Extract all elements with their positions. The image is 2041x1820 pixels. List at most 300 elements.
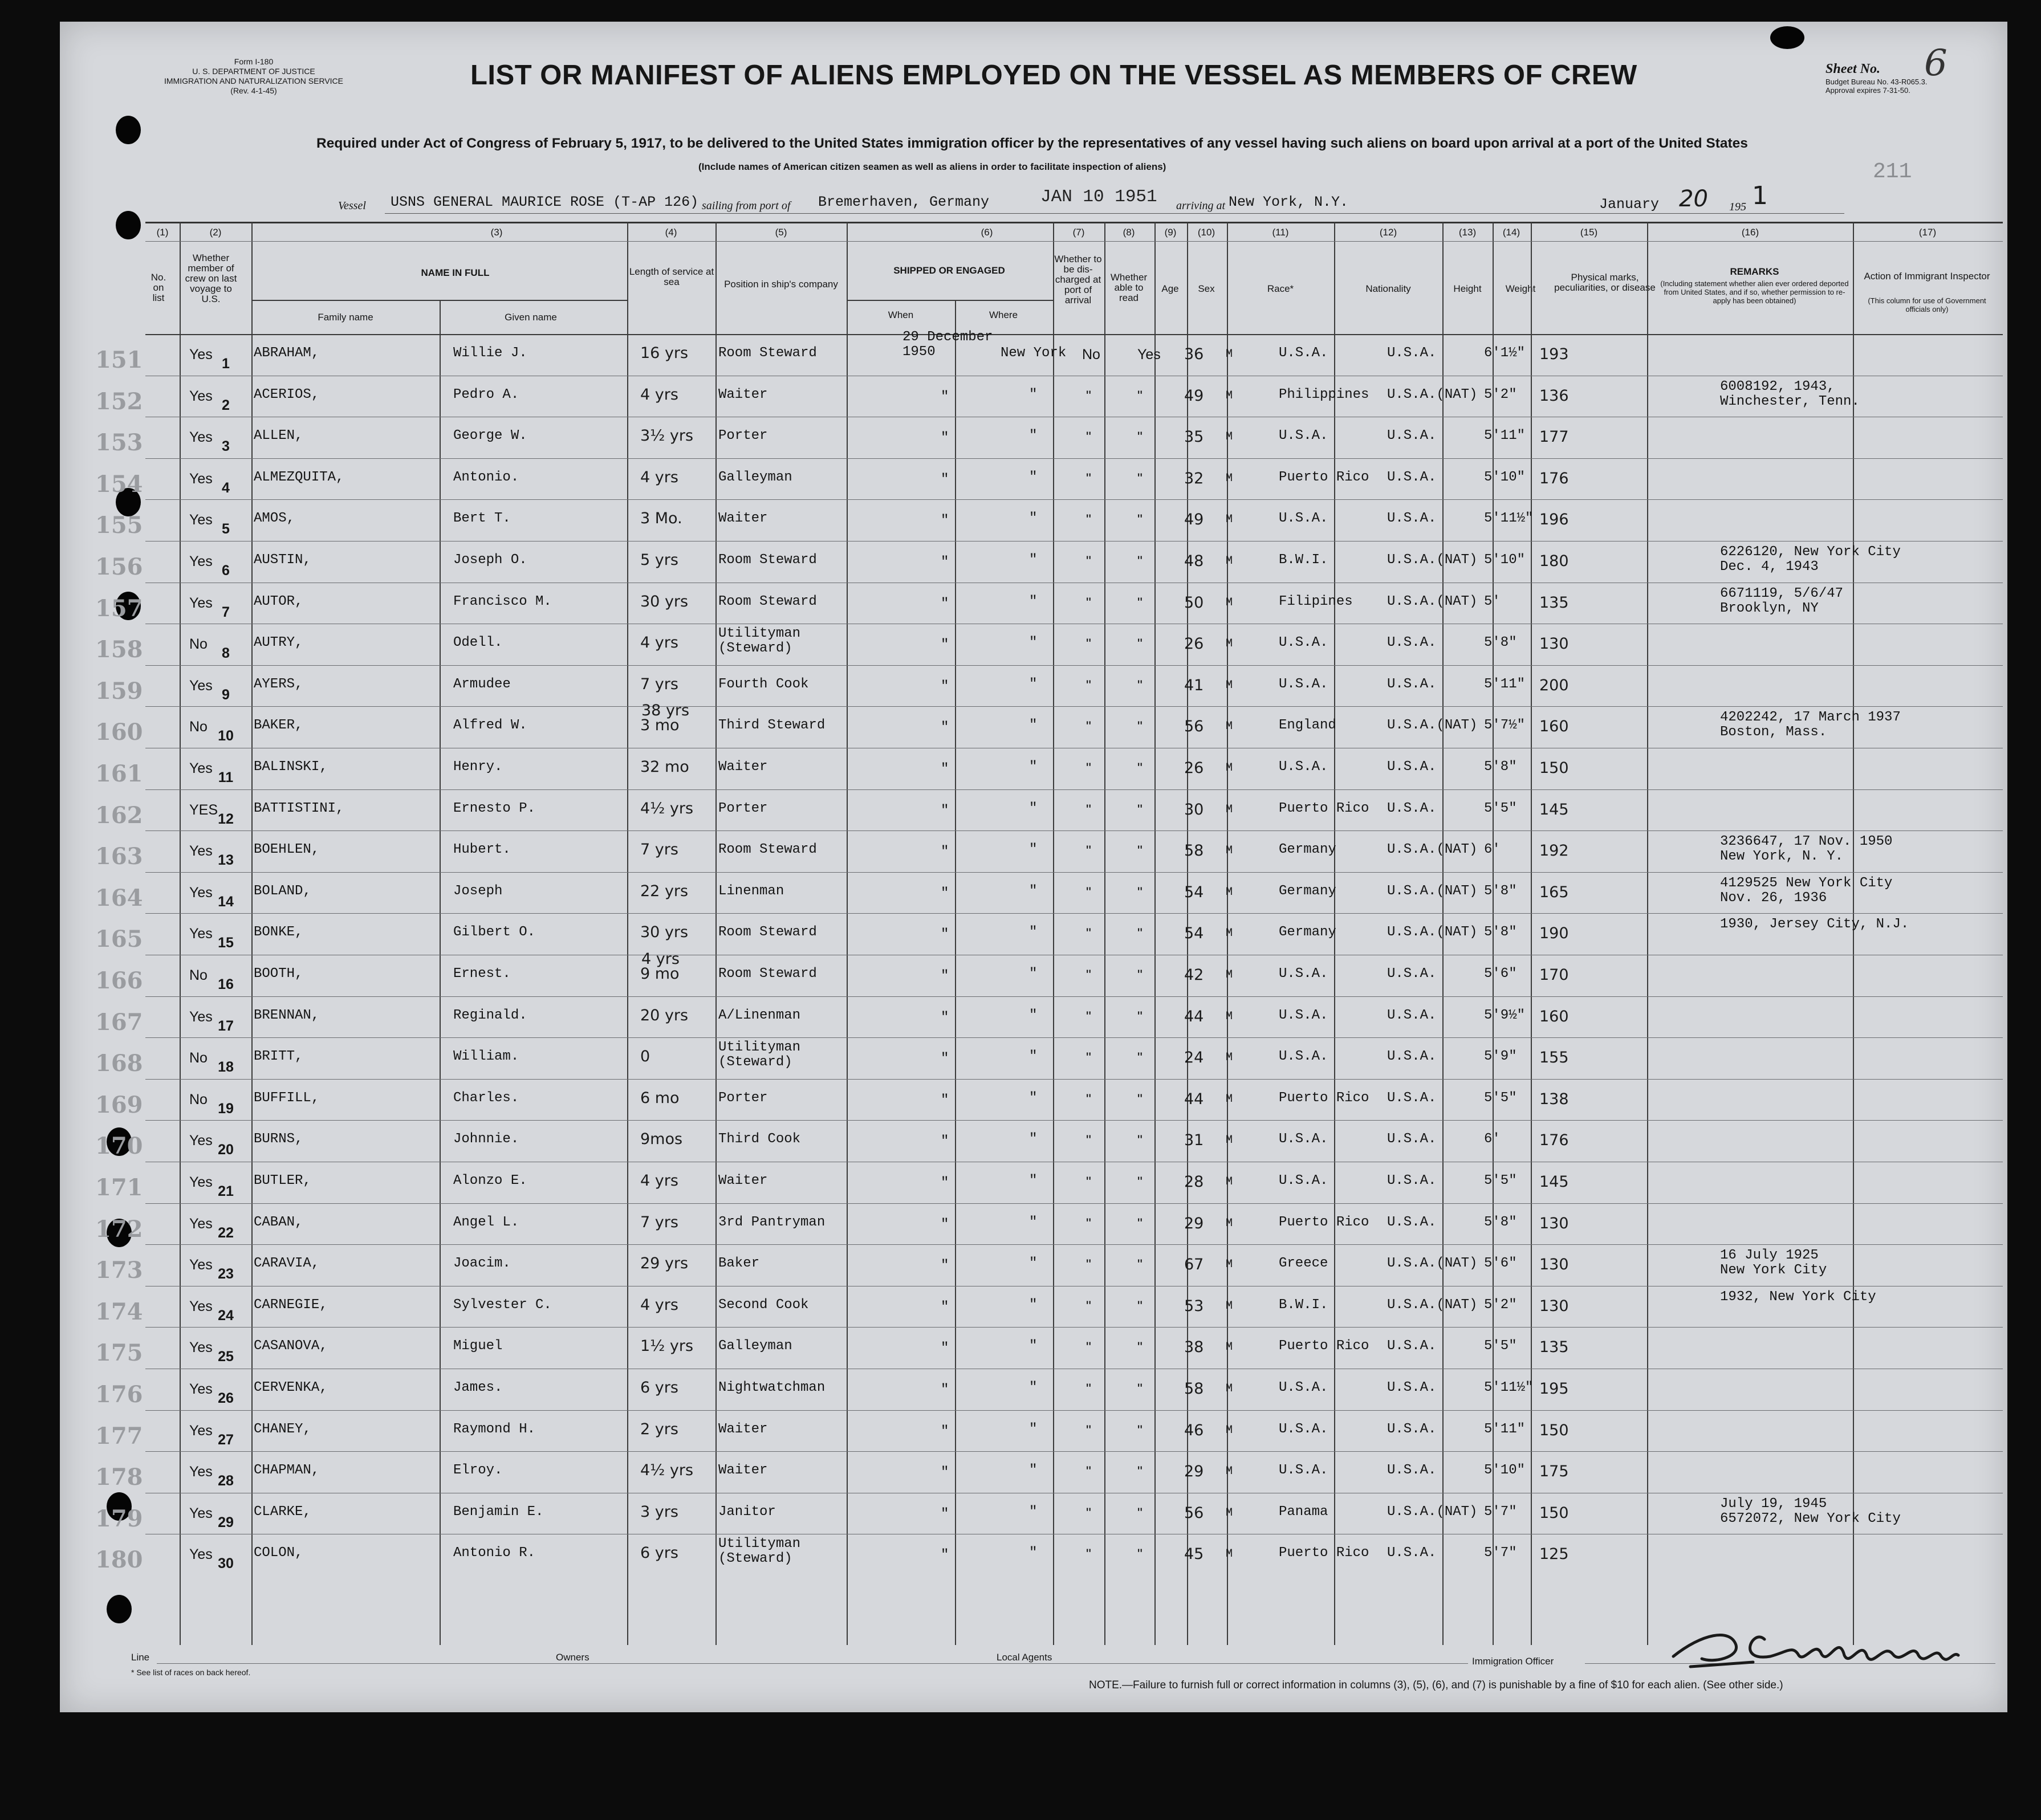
shipped-when: " xyxy=(941,1506,949,1522)
punch-hole xyxy=(116,211,141,239)
sex: M xyxy=(1226,1423,1233,1437)
remarks: July 19, 1945 xyxy=(1720,1496,1827,1512)
sex: M xyxy=(1226,1465,1233,1479)
list-number-stamp: 154 xyxy=(95,470,143,498)
nationality: U.S.A. xyxy=(1387,511,1437,527)
discharged: " xyxy=(1086,884,1091,901)
crew-last-voyage: Yes xyxy=(189,1257,213,1273)
given-name: Angel L. xyxy=(453,1214,519,1230)
page-title: LIST OR MANIFEST OF ALIENS EMPLOYED ON THE VESSEL AS MEMBERS OF CREW xyxy=(470,60,1637,91)
given-name: Reginald. xyxy=(453,1007,527,1023)
nationality: U.S.A. xyxy=(1387,635,1437,651)
given-name: Bert T. xyxy=(453,511,511,527)
sailing-label: sailing from port of xyxy=(702,199,791,212)
grid-line xyxy=(440,300,441,1645)
age: 36 xyxy=(1184,345,1204,363)
discharged: " xyxy=(1086,1464,1091,1480)
height: 5' xyxy=(1484,593,1501,609)
sex: M xyxy=(1226,637,1233,651)
sheet-label: Sheet No. xyxy=(1825,62,1880,76)
given-name: Sylvester C. xyxy=(453,1297,552,1313)
age: 44 xyxy=(1184,1090,1204,1108)
sex: M xyxy=(1226,471,1233,485)
given-name: Gilbert O. xyxy=(453,925,536,940)
length-of-service: 3½ yrs xyxy=(640,427,694,445)
length-of-service: 4½ yrs xyxy=(640,799,694,817)
position: Room Steward xyxy=(718,593,817,609)
height: 5'5" xyxy=(1484,1090,1517,1106)
race: Panama xyxy=(1279,1504,1328,1520)
nationality: U.S.A. xyxy=(1387,759,1437,775)
sex: M xyxy=(1226,720,1233,734)
shipped-where: " xyxy=(1029,925,1038,940)
header-nationality: Nationality xyxy=(1365,283,1411,294)
header-given: Given name xyxy=(505,312,557,323)
list-number-stamp: 178 xyxy=(95,1464,143,1491)
list-number-stamp: 168 xyxy=(95,1050,143,1077)
length-of-service: 4 yrs xyxy=(640,468,678,486)
row-number: 20 xyxy=(218,1142,234,1158)
grid-line xyxy=(145,830,2003,831)
weight: 150 xyxy=(1539,759,1569,777)
row-number: 13 xyxy=(218,852,234,869)
sex: M xyxy=(1226,348,1233,361)
header-age: Age xyxy=(1161,283,1179,294)
height: 5'6" xyxy=(1484,966,1517,982)
nationality: U.S.A. xyxy=(1387,966,1437,982)
officer-signature xyxy=(1668,1622,1987,1674)
discharged: " xyxy=(1086,843,1091,860)
height: 5'9½" xyxy=(1484,1007,1526,1023)
family-name: CASANOVA, xyxy=(254,1338,328,1354)
discharged: " xyxy=(1086,429,1091,446)
required-text: Required under Act of Congress of February 5, 1917, to be delivered to the United States immigration officer by the representatives of any vessel having such aliens on board upon arrival at a port of the United States xyxy=(316,136,1748,151)
given-name: Antonio R. xyxy=(453,1545,536,1561)
list-number-stamp: 151 xyxy=(95,347,143,373)
list-number-stamp: 172 xyxy=(95,1215,143,1243)
nationality: U.S.A.(NAT) xyxy=(1387,842,1478,858)
row-number: 2 xyxy=(222,397,230,413)
length-of-service: 30 yrs xyxy=(640,592,689,610)
height: 5'2" xyxy=(1484,386,1517,402)
grid-line xyxy=(1647,222,1648,1645)
column-number: (16) xyxy=(1741,227,1759,238)
form-number: Form I-180 xyxy=(234,57,274,66)
remarks: 6008192, 1943, xyxy=(1720,378,1835,394)
footer-officer-label: Immigration Officer xyxy=(1472,1656,1554,1667)
form-service: IMMIGRATION AND NATURALIZATION SERVICE xyxy=(164,76,343,85)
header-read: Whether able to read xyxy=(1110,272,1148,303)
races-note: * See list of races on back hereof. xyxy=(131,1668,251,1677)
approval-expiry: Approval expires 7-31-50. xyxy=(1825,86,1910,95)
able-to-read: " xyxy=(1137,1133,1143,1149)
height: 5'11" xyxy=(1484,1421,1526,1437)
grid-line xyxy=(145,1037,2003,1038)
row-number: 10 xyxy=(218,728,234,744)
shipped-where: " xyxy=(1029,842,1038,858)
shipped-when: " xyxy=(941,389,949,405)
race: U.S.A. xyxy=(1279,759,1328,775)
length-of-service: 4 yrs xyxy=(640,1296,678,1314)
given-name: Ernest. xyxy=(453,966,511,982)
position: Room Steward xyxy=(718,842,817,858)
grid-line xyxy=(847,222,848,1645)
remarks: 4202242, 17 March 1937 xyxy=(1720,710,1901,726)
column-number: (14) xyxy=(1502,227,1520,238)
nationality: U.S.A. xyxy=(1387,1173,1437,1188)
discharged: " xyxy=(1086,1008,1091,1025)
grid-line xyxy=(1053,222,1054,1645)
family-name: BURNS, xyxy=(254,1131,303,1147)
row-number: 6 xyxy=(222,563,230,579)
discharged: No xyxy=(1082,347,1100,363)
discharged: " xyxy=(1086,677,1091,694)
grid-line xyxy=(145,241,2003,242)
race: Puerto Rico xyxy=(1279,1090,1369,1106)
footer-owners-label: Owners xyxy=(556,1652,589,1663)
discharged: " xyxy=(1086,1339,1091,1356)
list-number-stamp: 170 xyxy=(95,1133,143,1160)
row-number: 28 xyxy=(218,1473,234,1489)
footer-agents-label: Local Agents xyxy=(997,1652,1052,1663)
discharged: " xyxy=(1086,1257,1091,1273)
crew-last-voyage: Yes xyxy=(189,347,213,363)
shipped-when: " xyxy=(941,1258,949,1274)
remarks-line-2: New York, N. Y. xyxy=(1720,849,1844,865)
age: 58 xyxy=(1184,842,1204,860)
family-name: CLARKE, xyxy=(254,1504,311,1520)
age: 26 xyxy=(1184,759,1204,777)
height: 5'11½" xyxy=(1484,1380,1534,1395)
position: Baker xyxy=(718,1256,760,1272)
length-of-service: 6 yrs xyxy=(640,1379,678,1396)
position: Utilityman xyxy=(718,1040,801,1056)
row-number: 19 xyxy=(218,1100,234,1117)
crew-last-voyage: Yes xyxy=(189,429,213,446)
given-name: Joseph xyxy=(453,883,503,899)
row-number: 3 xyxy=(222,438,230,455)
sex: M xyxy=(1226,513,1233,527)
height: 5'8" xyxy=(1484,759,1517,775)
sex: M xyxy=(1226,1258,1233,1272)
nationality: U.S.A. xyxy=(1387,676,1437,692)
sex: M xyxy=(1226,1341,1233,1354)
position: Fourth Cook xyxy=(718,676,809,692)
race: U.S.A. xyxy=(1279,1173,1328,1188)
family-name: BOLAND, xyxy=(254,883,311,899)
shipped-where: " xyxy=(1029,759,1038,775)
column-number: (3) xyxy=(490,227,503,238)
able-to-read: " xyxy=(1137,595,1143,611)
height: 5'11" xyxy=(1484,428,1526,444)
row-number: 18 xyxy=(218,1059,234,1076)
list-number-stamp: 166 xyxy=(95,967,143,994)
race: U.S.A. xyxy=(1279,676,1328,692)
shipped-when: " xyxy=(941,471,949,487)
row-number: 22 xyxy=(218,1224,234,1241)
age: 58 xyxy=(1184,1380,1204,1398)
weight: 150 xyxy=(1539,1504,1569,1522)
position: Porter xyxy=(718,1090,768,1106)
crew-last-voyage: Yes xyxy=(189,1422,213,1439)
punch-hole xyxy=(116,116,141,144)
list-number-stamp: 158 xyxy=(95,636,143,663)
able-to-read: " xyxy=(1137,512,1143,528)
discharged: " xyxy=(1086,1091,1091,1108)
shipped-where: " xyxy=(1029,676,1038,692)
crew-last-voyage: Yes xyxy=(189,1298,213,1314)
grid-line xyxy=(145,1079,2003,1080)
able-to-read: " xyxy=(1137,719,1143,735)
weight: 145 xyxy=(1539,1173,1569,1191)
grid-line xyxy=(145,706,2003,707)
sex: M xyxy=(1226,430,1233,444)
list-number-stamp: 165 xyxy=(95,926,143,953)
crew-last-voyage: No xyxy=(189,1050,208,1066)
discharged: " xyxy=(1086,470,1091,487)
grid-line xyxy=(145,665,2003,666)
given-name: Armudee xyxy=(453,676,511,692)
age: 49 xyxy=(1184,511,1204,529)
race: Greece xyxy=(1279,1256,1328,1272)
position: Waiter xyxy=(718,759,768,775)
weight: 175 xyxy=(1539,1463,1569,1481)
discharged: " xyxy=(1086,760,1091,776)
race: U.S.A. xyxy=(1279,1007,1328,1023)
crew-last-voyage: No xyxy=(189,719,208,735)
race: Puerto Rico xyxy=(1279,1545,1369,1561)
discharged: " xyxy=(1086,1050,1091,1066)
discharged: " xyxy=(1086,1215,1091,1232)
position-detail: (Steward) xyxy=(718,1551,792,1567)
remarks-line-2: Brooklyn, NY xyxy=(1720,600,1819,616)
discharged: " xyxy=(1086,636,1091,653)
list-number-stamp: 167 xyxy=(95,1008,143,1036)
weight: 160 xyxy=(1539,1007,1569,1025)
discharged: " xyxy=(1086,1546,1091,1563)
row-number: 27 xyxy=(218,1431,234,1448)
position: Janitor xyxy=(718,1504,776,1520)
weight: 195 xyxy=(1539,1380,1569,1398)
footer-line-label: Line xyxy=(131,1652,150,1663)
given-name: Pedro A. xyxy=(453,386,519,402)
nationality: U.S.A.(NAT) xyxy=(1387,883,1478,899)
crew-last-voyage: Yes xyxy=(189,595,213,611)
header-physical: Physical marks, peculiarities, or disease xyxy=(1554,272,1656,293)
able-to-read: " xyxy=(1137,470,1143,487)
race: Puerto Rico xyxy=(1279,800,1369,816)
length-of-service: 16 yrs xyxy=(640,344,689,362)
height: 5'7" xyxy=(1484,1545,1517,1561)
shipped-when: " xyxy=(941,1299,949,1315)
shipped-where: " xyxy=(1029,1463,1038,1479)
form-info xyxy=(151,57,356,96)
length-of-service: 6 yrs xyxy=(640,1544,678,1562)
given-name: George W. xyxy=(453,428,527,444)
grid-line xyxy=(251,222,253,1645)
family-name: BATTISTINI, xyxy=(254,800,344,816)
length-of-service: 1½ yrs xyxy=(640,1337,694,1355)
stamp-number: 211 xyxy=(1873,160,1912,184)
budget-info xyxy=(1825,78,1928,95)
able-to-read: Yes xyxy=(1137,347,1161,363)
race: U.S.A. xyxy=(1279,1131,1328,1147)
list-number-stamp: 169 xyxy=(95,1091,143,1118)
shipped-where: " xyxy=(1029,966,1038,982)
crew-last-voyage: Yes xyxy=(189,926,213,942)
height: 5'5" xyxy=(1484,800,1517,816)
header-action-sub: (This column for use of Government officials only) xyxy=(1868,296,1986,313)
budget-number: Budget Bureau No. 43-R065.3. xyxy=(1825,78,1928,86)
weight: 192 xyxy=(1539,842,1569,860)
header-height: Height xyxy=(1453,283,1482,294)
list-number-stamp: 156 xyxy=(95,553,143,580)
weight: 180 xyxy=(1539,552,1569,570)
shipped-when: " xyxy=(941,1341,949,1357)
height: 5'6" xyxy=(1484,1256,1517,1272)
length-of-service: 30 yrs xyxy=(640,923,689,942)
discharged: " xyxy=(1086,1298,1091,1314)
nationality: U.S.A. xyxy=(1387,1380,1437,1395)
sex: M xyxy=(1226,1051,1233,1065)
remarks: 4129525 New York City xyxy=(1720,875,1893,891)
crew-last-voyage: Yes xyxy=(189,1174,213,1190)
age: 29 xyxy=(1184,1214,1204,1232)
nationality: U.S.A. xyxy=(1387,1049,1437,1065)
list-number-stamp: 153 xyxy=(95,429,143,457)
family-name: CHANEY, xyxy=(254,1421,311,1437)
grid-line xyxy=(145,458,2003,459)
given-name: Alonzo E. xyxy=(453,1173,527,1188)
family-name: ALMEZQUITA, xyxy=(254,469,344,485)
shipped-where: " xyxy=(1029,718,1038,734)
shipped-when: " xyxy=(941,637,949,653)
discharged: " xyxy=(1086,801,1091,818)
arrival-year-suffix: 1 xyxy=(1752,181,1768,210)
manifest-sheet xyxy=(60,22,2007,1712)
shipped-when: " xyxy=(941,1382,949,1398)
able-to-read: " xyxy=(1137,760,1143,776)
shipped-where: " xyxy=(1029,386,1038,402)
remarks: 6671119, 5/6/47 xyxy=(1720,585,1844,601)
given-name: Alfred W. xyxy=(453,718,527,734)
able-to-read: " xyxy=(1137,1257,1143,1273)
nationality: U.S.A. xyxy=(1387,1090,1437,1106)
shipped-when: 29 December xyxy=(902,329,993,345)
discharged: " xyxy=(1086,512,1091,528)
row-number: 16 xyxy=(218,976,234,992)
position: Room Steward xyxy=(718,925,817,940)
row-number: 15 xyxy=(218,935,234,951)
given-name: Miguel xyxy=(453,1338,503,1354)
shipped-where: " xyxy=(1029,1173,1038,1188)
able-to-read: " xyxy=(1137,967,1143,983)
able-to-read: " xyxy=(1137,1298,1143,1314)
weight: 176 xyxy=(1539,1131,1569,1150)
height: 5'7½" xyxy=(1484,718,1526,734)
crew-last-voyage: YES xyxy=(189,801,218,818)
length-of-service: 4 yrs xyxy=(640,385,678,404)
shipped-when: " xyxy=(941,1134,949,1150)
weight: 176 xyxy=(1539,469,1569,487)
weight: 200 xyxy=(1539,676,1569,694)
age: 41 xyxy=(1184,676,1204,694)
grid-line xyxy=(145,499,2003,500)
form-rev: (Rev. 4-1-45) xyxy=(230,86,277,95)
position: Linenman xyxy=(718,883,784,899)
nationality: U.S.A.(NAT) xyxy=(1387,1504,1478,1520)
nationality: U.S.A. xyxy=(1387,1214,1437,1230)
weight: 138 xyxy=(1539,1090,1569,1108)
discharged: " xyxy=(1086,1174,1091,1190)
family-name: BUFFILL, xyxy=(254,1090,320,1106)
list-number-stamp: 162 xyxy=(95,801,143,829)
age: 35 xyxy=(1184,428,1204,446)
able-to-read: " xyxy=(1137,636,1143,653)
able-to-read: " xyxy=(1137,1464,1143,1480)
row-number: 12 xyxy=(218,811,234,827)
race: U.S.A. xyxy=(1279,1380,1328,1395)
shipped-where: " xyxy=(1029,1545,1038,1561)
family-name: ABRAHAM, xyxy=(254,345,320,361)
column-number: (17) xyxy=(1918,227,1937,238)
length-of-service: 7 yrs xyxy=(640,675,678,693)
shipped-where: " xyxy=(1029,469,1038,485)
able-to-read: " xyxy=(1137,926,1143,942)
height: 5'11½" xyxy=(1484,511,1534,527)
row-number: 24 xyxy=(218,1307,234,1324)
crew-last-voyage: No xyxy=(189,1091,208,1108)
crew-last-voyage: Yes xyxy=(189,677,213,694)
vessel-label: Vessel xyxy=(338,199,366,212)
able-to-read: " xyxy=(1137,1050,1143,1066)
grid-line xyxy=(1531,222,1532,1645)
column-number: (12) xyxy=(1379,227,1397,238)
nationality: U.S.A. xyxy=(1387,1338,1437,1354)
given-name: William. xyxy=(453,1049,519,1065)
position: Room Steward xyxy=(718,966,817,982)
family-name: AMOS, xyxy=(254,511,295,527)
row-number: 26 xyxy=(218,1390,234,1406)
shipped-where: " xyxy=(1029,883,1038,899)
sex: M xyxy=(1226,1216,1233,1230)
shipped-where: " xyxy=(1029,1007,1038,1023)
crew-last-voyage: Yes xyxy=(189,1505,213,1521)
able-to-read: " xyxy=(1137,553,1143,569)
crew-last-voyage: No xyxy=(189,636,208,653)
nationality: U.S.A. xyxy=(1387,345,1437,361)
length-of-service: 3 yrs xyxy=(640,1503,678,1521)
nationality: U.S.A. xyxy=(1387,1131,1437,1147)
age: 54 xyxy=(1184,925,1204,943)
weight: 150 xyxy=(1539,1421,1569,1439)
position: Galleyman xyxy=(718,1338,792,1354)
position-detail: (Steward) xyxy=(718,641,792,657)
column-number: (5) xyxy=(775,227,787,238)
age: 44 xyxy=(1184,1007,1204,1025)
grid-line xyxy=(180,222,181,1645)
age: 53 xyxy=(1184,1297,1204,1315)
discharged: " xyxy=(1086,553,1091,569)
weight: 160 xyxy=(1539,718,1569,736)
shipped-when: " xyxy=(941,1051,949,1067)
remarks-line-2: Winchester, Tenn. xyxy=(1720,393,1860,409)
shipped-where: " xyxy=(1029,1090,1038,1106)
weight: 170 xyxy=(1539,966,1569,984)
family-name: AUTOR, xyxy=(254,593,303,609)
length-of-service: 6 mo xyxy=(640,1089,680,1107)
race: Puerto Rico xyxy=(1279,1338,1369,1354)
